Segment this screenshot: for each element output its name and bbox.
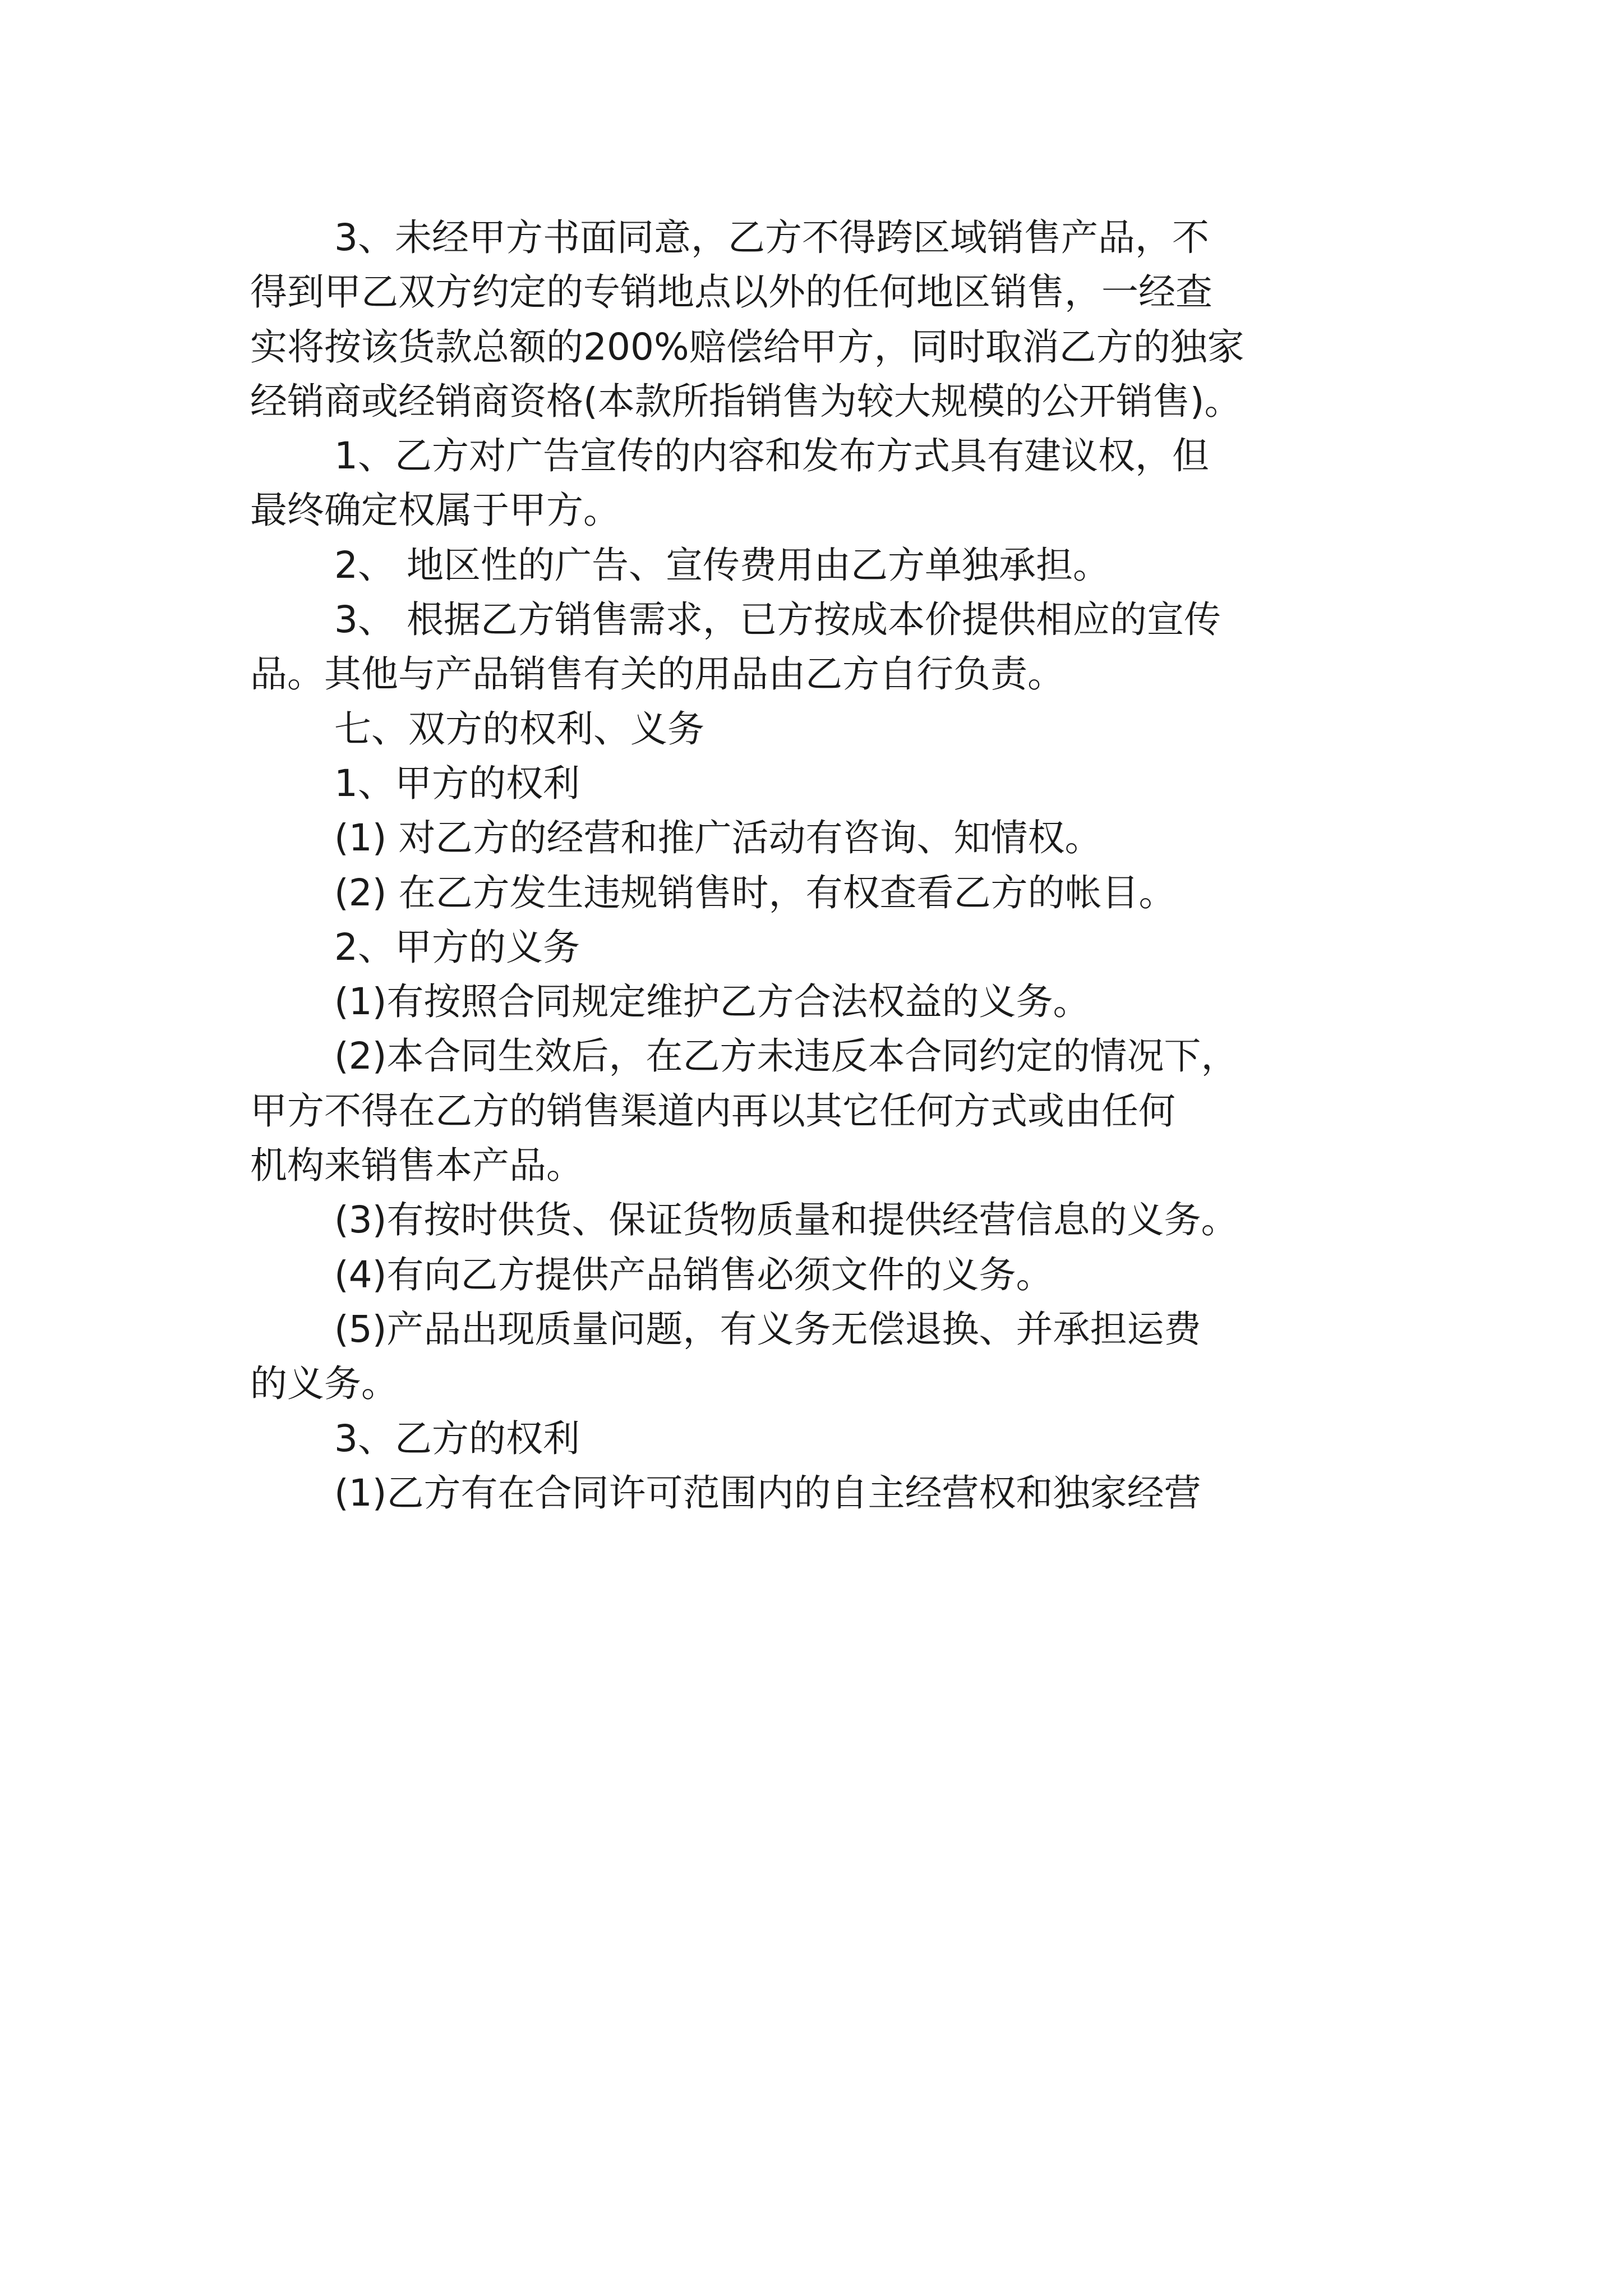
paragraph-continuation-line: 的义务。 (250, 1362, 398, 1406)
paragraph-first-line: (4)有向乙方提供产品销售必须文件的义务。 (334, 1253, 1053, 1296)
paragraph-first-line: (2) 在乙方发生违规销售时，有权查看乙方的帐目。 (334, 871, 1176, 914)
paragraph-first-line: (2)本合同生效后，在乙方未违反本合同约定的情况下， (334, 1034, 1238, 1078)
paragraph-continuation-line: 甲方不得在乙方的销售渠道内再以其它任何方式或由任何 (250, 1089, 1175, 1133)
paragraph-first-line: (1)有按照合同规定维护乙方合法权益的义务。 (334, 980, 1090, 1024)
paragraph-continuation-line: 实将按该货款总额的200%赔偿给甲方，同时取消乙方的独家 (250, 325, 1244, 369)
paragraph-first-line: 3、 根据乙方销售需求，已方按成本价提供相应的宣传 (334, 598, 1221, 642)
paragraph-first-line: (1) 对乙方的经营和推广活动有咨询、知情权。 (334, 816, 1102, 860)
paragraph-first-line: 七、双方的权利、义务 (334, 707, 704, 751)
paragraph-first-line: 3、未经甲方书面同意，乙方不得跨区域销售产品，不 (334, 216, 1209, 259)
document-body (250, 210, 1428, 1520)
paragraph-first-line: 2、 地区性的广告、宣传费用由乙方单独承担。 (334, 543, 1110, 587)
paragraph-first-line: (1)乙方有在合同许可范围内的自主经营权和独家经营 (334, 1471, 1201, 1515)
paragraph-continuation-line: 经销商或经销商资格(本款所指销售为较大规模的公开销售)。 (250, 379, 1242, 423)
paragraph-first-line: 1、甲方的权利 (334, 761, 580, 805)
paragraph-continuation-line: 最终确定权属于甲方。 (250, 489, 620, 532)
paragraph-first-line: 1、乙方对广告宣传的内容和发布方式具有建议权，但 (334, 434, 1209, 478)
paragraph-continuation-line: 品。其他与产品销售有关的用品由乙方自行负责。 (250, 652, 1064, 696)
paragraph-first-line: (5)产品出现质量问题，有义务无偿退换、并承担运费 (334, 1307, 1201, 1351)
paragraph-continuation-line: 得到甲乙双方约定的专销地点以外的任何地区销售，一经查 (250, 270, 1212, 314)
paragraph-first-line: (3)有按时供货、保证货物质量和提供经营信息的义务。 (334, 1198, 1238, 1242)
paragraph-continuation-line: 机构来销售本产品。 (250, 1144, 583, 1188)
paragraph-first-line: 3、乙方的权利 (334, 1416, 580, 1460)
paragraph-first-line: 2、甲方的义务 (334, 925, 580, 969)
